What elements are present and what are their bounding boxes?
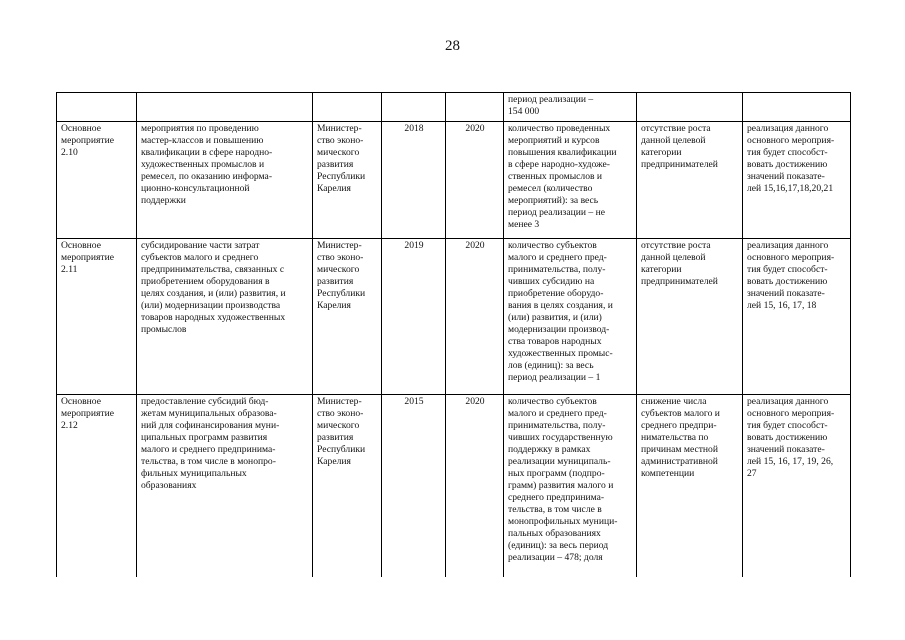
- measure-id-cell: Основное мероприятие 2.11: [57, 239, 137, 395]
- indicator-cell: период реализации – 154 000: [504, 93, 637, 122]
- measure-id-cell: Основное мероприятие 2.12: [57, 395, 137, 578]
- start-year-cell: 2018: [382, 122, 446, 239]
- consequences-cell: отсутствие роста данной целевой категории предпринимателей: [637, 122, 743, 239]
- executor-cell: Министер- ство эконо- мического развития Республики Карелия: [313, 395, 382, 578]
- indicator-cell: количество субъектов малого и среднего пред- принимательства, полу- чивших субсидию на приобретение оборудо- вания в целях создания, и (или) развития, и (или) модернизации производ- ства товаров народных художественных промыс- лов (единиц): за весь период реализации – 1: [504, 239, 637, 395]
- indicator-link-cell: [743, 93, 851, 122]
- end-year-cell: 2020: [446, 239, 504, 395]
- measure-description-cell: предоставление субсидий бюд- жетам муниципальных образова- ний для софинансирования муни- ципальных программ развития малого и среднего предпринима- тельства, в том числе в монопро- фильных муниципальных образованиях: [137, 395, 313, 578]
- measure-description-cell: субсидирование части затрат субъектов малого и среднего предпринимательства, связанных с приобретением оборудования в целях создания, и (или) развития, и (или) модернизации производства товаров народных художественных промыслов: [137, 239, 313, 395]
- indicator-link-cell: реализация данного основного мероприя- тия будет способст- вовать достижению значений показате- лей 15, 16, 17, 19, 26, 27: [743, 395, 851, 578]
- executor-cell: Министер- ство эконо- мического развития Республики Карелия: [313, 239, 382, 395]
- table-row: [57, 239, 851, 395]
- indicator-cell: количество субъектов малого и среднего пред- принимательства, полу- чивших государственную поддержку в рамках реализации муниципаль- ных программ (подпро- грамм) развития малого и среднего предпринима- тельства, в том числе в монопрофильных муници- пальных образованиях (единиц): за весь период реализации – 478; доля: [504, 395, 637, 578]
- end-year-cell: 2020: [446, 122, 504, 239]
- indicator-cell: количество проведенных мероприятий и курсов повышения квалификации в сфере народно-художе- ственных промыслов и ремесел (количество мероприятий): за весь период реализации – не менее 3: [504, 122, 637, 239]
- end-year-cell: 2020: [446, 395, 504, 578]
- indicator-link-cell: реализация данного основного мероприя- тия будет способст- вовать достижению значений показате- лей 15, 16, 17, 18: [743, 239, 851, 395]
- start-year-cell: [382, 93, 446, 122]
- start-year-cell: 2019: [382, 239, 446, 395]
- consequences-cell: [637, 93, 743, 122]
- measure-id-cell: Основное мероприятие 2.10: [57, 122, 137, 239]
- indicator-link-cell: реализация данного основного мероприя- тия будет способст- вовать достижению значений показате- лей 15,16,17,18,20,21: [743, 122, 851, 239]
- executor-cell: [313, 93, 382, 122]
- page-number: 28: [445, 38, 460, 54]
- consequences-cell: снижение числа субъектов малого и среднего предпри- нимательства по причинам местной административной компетенции: [637, 395, 743, 578]
- executor-cell: Министер- ство эконо- мического развития Республики Карелия: [313, 122, 382, 239]
- table-row: [57, 395, 851, 578]
- consequences-cell: отсутствие роста данной целевой категории предпринимателей: [637, 239, 743, 395]
- start-year-cell: 2015: [382, 395, 446, 578]
- table-row: [57, 122, 851, 239]
- measure-id-cell: [57, 93, 137, 122]
- end-year-cell: [446, 93, 504, 122]
- measure-description-cell: [137, 93, 313, 122]
- table-row: [57, 93, 851, 122]
- measure-description-cell: мероприятия по проведению мастер-классов и повышению квалификации в сфере народно- художественных промыслов и ремесел, по оказанию информа- ционно-консультационной поддержки: [137, 122, 313, 239]
- measures-table: [56, 92, 851, 577]
